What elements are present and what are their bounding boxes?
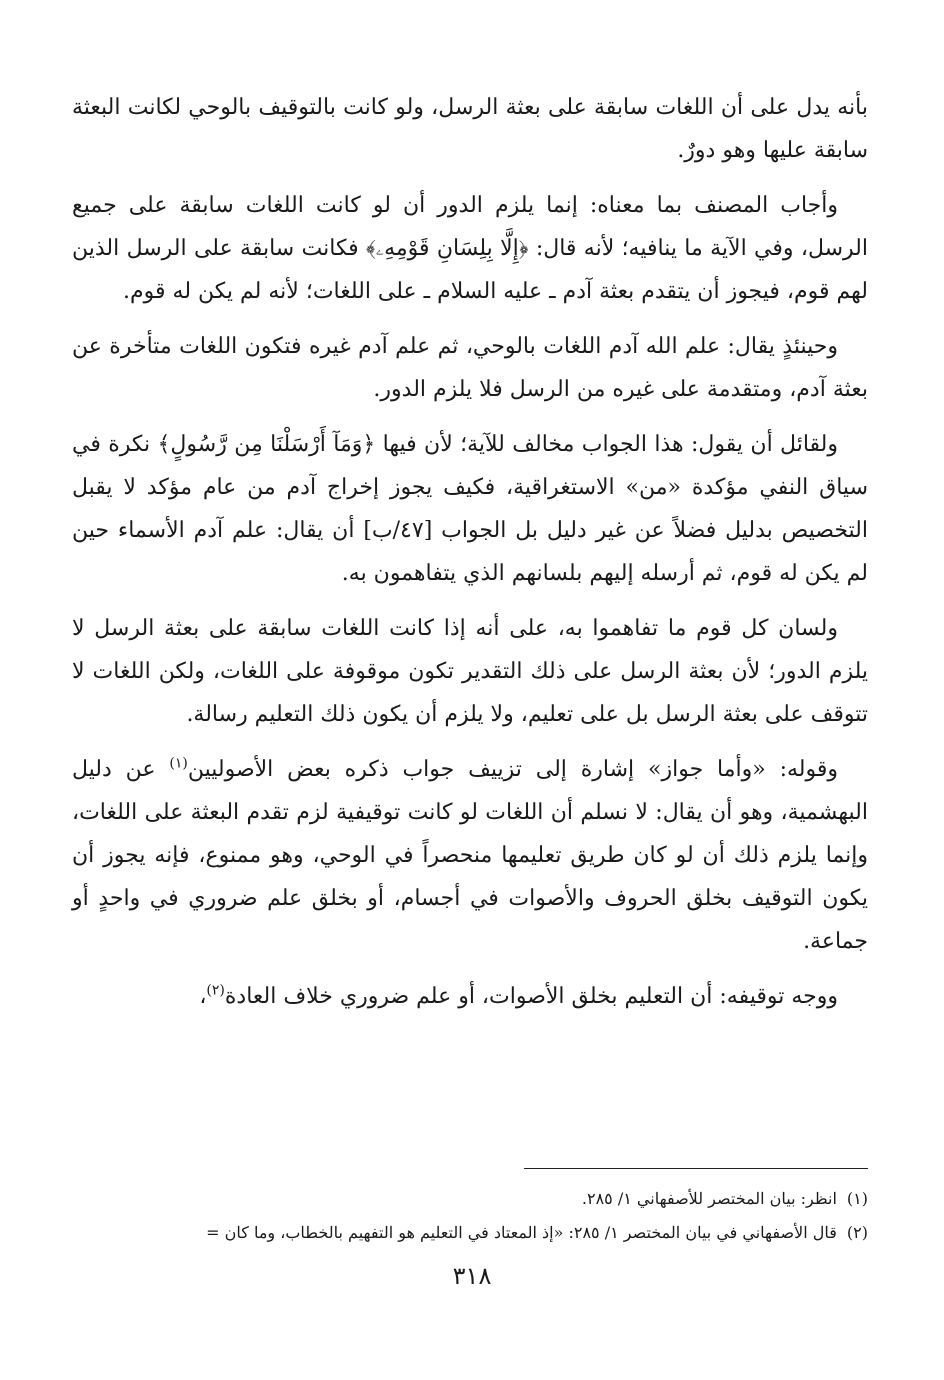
paragraph-6-text-start: وقوله: «وأما جواز» إشارة إلى تزييف جواب ذكره بعض الأصوليين: [187, 757, 838, 782]
footnote-divider: [524, 1168, 868, 1169]
footnote-1: [60, 1182, 868, 1216]
footnote-ref-2[interactable]: (٢): [206, 982, 225, 999]
paragraph-4: ولقائل أن يقول: هذا الجواب مخالف للآية؛ لأن فيها ﴿وَمَآ أَرْسَلْنَا مِن رَّسُولٍ﴾ نكرة في سياق النفي مؤكدة «من» الاستغراقية، فكيف يجوز إخراج آدم من عام مؤكد لا يقبل التخصيص بدليل فضلاً عن غير دليل بل الجواب [٤٧/ب] أن يقال: علم آدم الأسماء حين لم يكن له قوم، ثم أرسله إليهم بلسانهم الذي يتفاهمون به.: [72, 432, 868, 586]
paragraph-5: ولسان كل قوم ما تفاهموا به، على أنه إذا كانت اللغات سابقة على بعثة الرسل لا يلزم الدور؛ لأن بعثة الرسل على ذلك التقدير تكون موقوفة على اللغات، ولكن اللغات لا تتوقف على بعثة الرسل بل على تعليم، ولا يلزم أن يكون ذلك التعليم رسالة.: [72, 616, 868, 727]
paragraph-6-text-end: عن دليل البهشمية، وهو أن يقال: لا نسلم أن اللغات لو كانت توقيفية لزم تقدم البعثة على اللغات، وإنما يلزم ذلك أن لو كان طريق تعليمها منحصراً في الوحي، وهو ممنوع، فإنه يجوز أن يكون التوقيف بخلق الحروف والأصوات في أجسام، أو بخلق علم ضروري في واحدٍ أو جماعة.: [72, 757, 869, 954]
paragraph-7-text-end: ،: [199, 984, 207, 1009]
paragraph-6: [72, 748, 868, 963]
footnote-1-text: انظر: بيان المختصر للأصفهاني ١/ ٢٨٥.: [581, 1189, 837, 1208]
paragraph-3: وحينئذٍ يقال: علم الله آدم اللغات بالوحي، ثم علم آدم غيره فتكون اللغات متأخرة عن بعثة آدم، ومتقدمة على غيره من الرسل فلا يلزم الدور.: [72, 334, 868, 402]
footnote-ref-1[interactable]: (١): [169, 755, 188, 772]
footnotes: [60, 1182, 868, 1250]
footnote-2-text: قال الأصفهاني في بيان المختصر ١/ ٢٨٥: «إذ المعتاد في التعليم هو التفهيم بالخطاب، وما كان =: [206, 1223, 837, 1242]
footnote-2-number: (٢): [846, 1223, 868, 1242]
paragraph-7-text-start: ووجه توقيفه: أن التعليم بخلق الأصوات، أو علم ضروري خلاف العادة: [224, 984, 838, 1009]
paragraph-1: بأنه يدل على أن اللغات سابقة على بعثة الرسل، ولو كانت بالتوقيف بالوحي لكانت البعثة سابقة عليها وهو دورٌ.: [72, 95, 868, 163]
paragraph-7: [72, 975, 868, 1018]
footnote-2: [60, 1216, 868, 1250]
paragraph-2: وأجاب المصنف بما معناه: إنما يلزم الدور أن لو كانت اللغات سابقة على جميع الرسل، وفي الآية ما ينافيه؛ لأنه قال: ﴿إِلَّا بِلِسَانِ قَوْمِهِۦ﴾ فكانت سابقة على الرسل الذين لهم قوم، فيجوز أن يتقدم بعثة آدم ـ عليه السلام ـ على اللغات؛ لأنه لم يكن له قوم.: [72, 193, 868, 304]
footnote-1-number: (١): [846, 1189, 868, 1208]
page-number: ٣١٨: [452, 1262, 492, 1290]
